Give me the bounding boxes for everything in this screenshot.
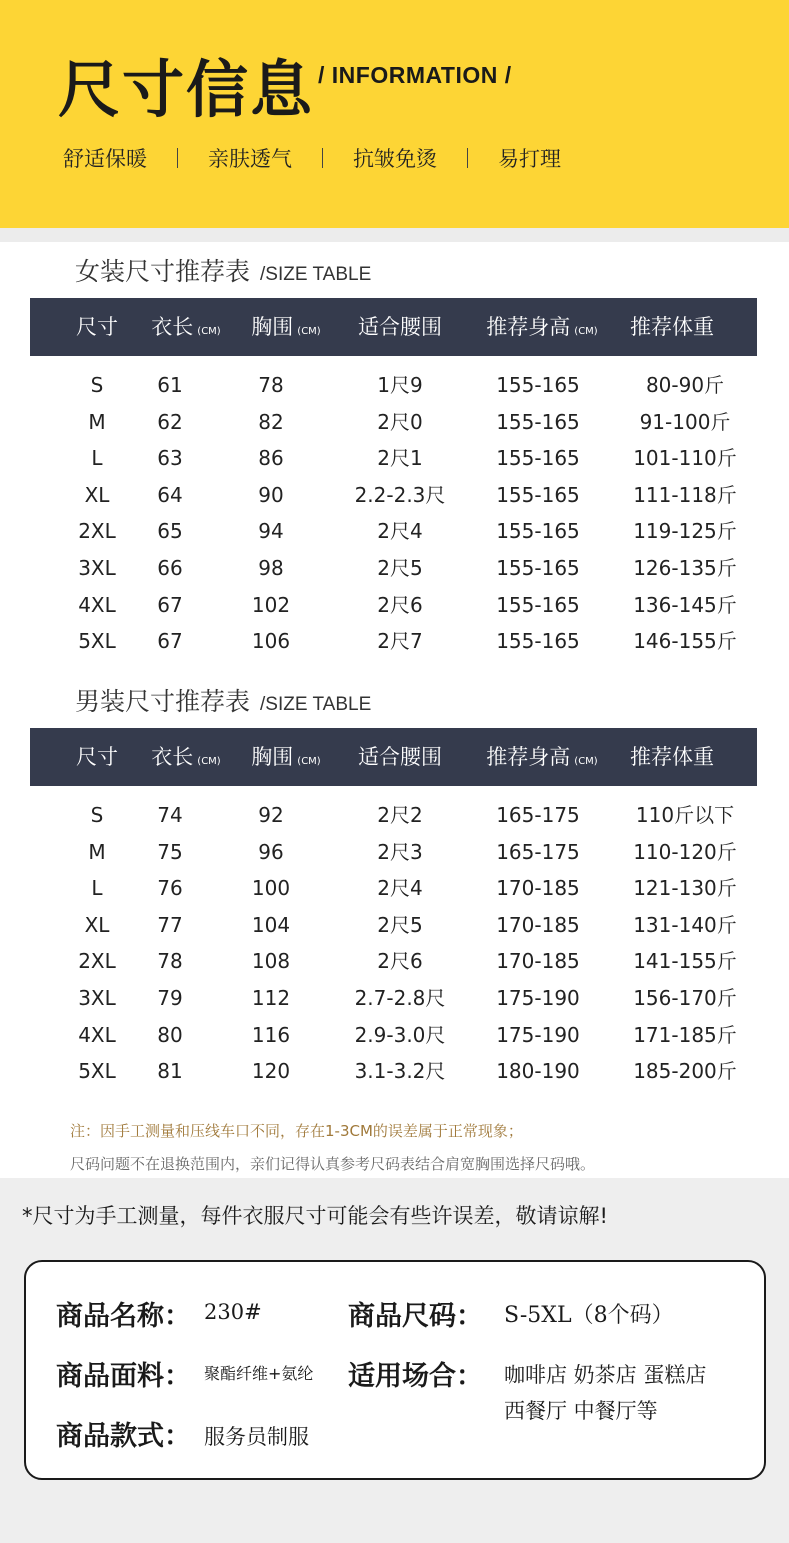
product-size-label: 商品尺码： [348,1301,483,1332]
col-length-label: 衣长 [151,315,194,339]
table-row [30,834,757,871]
table-cell: 155-165 [496,373,580,397]
product-name-value: 230# [204,1300,262,1324]
table-cell: 90 [258,482,284,507]
product-occasion-line1: 咖啡店 奶茶店 蛋糕店 [504,1363,707,1387]
table-cell: 175-190 [496,985,580,1010]
col-height-unit: (CM) [574,326,598,337]
table-row [30,907,757,944]
col-waist: 适合腰围 [358,315,442,339]
table-cell: 101-110斤 [633,446,737,471]
section-divider [0,228,789,242]
table-cell: 104 [251,912,291,937]
table-cell: XL [84,912,110,937]
table-cell: 80-90斤 [645,373,725,397]
men-title-en: /SIZE TABLE [260,694,372,715]
table-cell: 2XL [78,949,116,974]
col-chest-label: 胸围 [251,745,294,769]
col-weight: 推荐体重 [630,315,714,339]
table-cell: 2尺2 [377,803,423,827]
product-name-label: 商品名称： [56,1301,191,1332]
col-chest [251,728,320,786]
table-cell: 170-185 [496,876,580,901]
table-cell: 102 [251,592,291,617]
women-table-header [30,298,757,356]
table-cell: 171-185斤 [633,1022,737,1047]
table-cell: 155-165 [496,409,580,434]
table-row [30,1017,757,1054]
table-row [30,513,757,550]
feature-divider [467,148,468,168]
table-cell: 155-165 [496,555,580,580]
table-cell: 185-200斤 [633,1059,737,1084]
feature-divider [322,148,323,168]
table-cell: 120 [251,1059,291,1084]
table-cell: 78 [157,949,183,974]
note-measurement-error: 注：因手工测量和压线车口不同，存在1-3CM的误差属于正常现象； [70,1122,523,1140]
product-info-box [24,1260,766,1480]
table-cell: 2.9-3.0尺 [354,1022,446,1047]
table-cell: 106 [251,629,291,654]
table-cell: 79 [157,985,183,1010]
table-cell: 67 [157,629,183,654]
product-fabric-label: 商品面料： [56,1361,191,1392]
table-row [30,550,757,587]
men-size-table-title [75,682,371,718]
table-cell: 63 [157,446,183,471]
product-occasion-line2: 西餐厅 中餐厅等 [504,1399,658,1423]
table-cell: S [90,373,104,397]
table-cell: 62 [157,409,183,434]
col-height-label: 推荐身高 [486,745,571,769]
table-row [30,623,757,660]
header-banner [0,0,789,228]
col-chest-label: 胸围 [251,315,294,339]
table-cell: 5XL [78,1059,116,1084]
table-cell: 126-135斤 [633,555,737,580]
table-cell: 4XL [78,592,116,617]
table-row [30,980,757,1017]
table-cell: 155-165 [496,519,580,544]
table-cell: 2尺6 [377,949,423,974]
table-cell: 94 [258,519,284,544]
col-height [486,728,597,786]
table-cell: 155-165 [496,592,580,617]
product-size-value: S-5XL（8个码） [504,1303,674,1328]
table-cell: 82 [258,409,284,434]
women-table-body [30,367,757,660]
table-cell: 2尺5 [377,555,423,580]
feature-list [63,143,561,173]
table-cell: 2尺4 [377,519,423,544]
table-cell: XL [84,482,110,507]
women-title-text: 女装尺寸推荐表 [75,257,251,286]
feature-item: 易打理 [498,147,561,171]
col-height-label: 推荐身高 [486,315,571,339]
table-cell: 170-185 [496,912,580,937]
page-subtitle: / INFORMATION / [318,62,512,88]
feature-item: 亲肤透气 [208,147,292,171]
table-row [30,367,757,404]
table-cell: 66 [157,555,183,580]
table-cell: 165-175 [496,803,580,827]
feature-item: 舒适保暖 [63,147,147,171]
product-style-label: 商品款式： [56,1421,191,1452]
table-cell: 116 [251,1022,291,1047]
table-cell: 100 [251,876,291,901]
table-cell: 112 [251,985,291,1010]
table-cell: 180-190 [496,1059,580,1084]
table-cell: 108 [251,949,291,974]
men-table-header [30,728,757,786]
table-row [30,797,757,834]
col-weight: 推荐体重 [630,745,714,769]
table-cell: 91-100斤 [639,409,731,434]
table-cell: 3XL [78,985,116,1010]
table-cell: 146-155斤 [633,629,737,654]
table-cell: 2尺5 [377,912,423,937]
note-size-policy: 尺码问题不在退换范围内，亲们记得认真参考尺码表结合肩宽胸围选择尺码哦。 [70,1155,596,1173]
table-cell: 2尺7 [377,629,423,654]
col-chest-unit: (CM) [297,326,321,337]
table-cell: 155-165 [496,629,580,654]
col-height-unit: (CM) [574,756,598,767]
table-cell: 64 [157,482,183,507]
table-cell: 131-140斤 [633,912,737,937]
table-cell: 96 [258,839,284,864]
table-cell: 2尺6 [377,592,423,617]
table-cell: 156-170斤 [633,985,737,1010]
table-cell: 1尺9 [377,373,423,397]
product-fabric-value: 聚酯纤维+氨纶 [204,1364,314,1383]
table-cell: 81 [157,1059,183,1084]
table-cell: 5XL [78,629,116,654]
women-size-table-title [75,252,371,288]
col-length [151,728,220,786]
table-cell: 170-185 [496,949,580,974]
table-cell: 155-165 [496,446,580,471]
table-cell: 76 [157,876,183,901]
table-cell: 86 [258,446,284,471]
feature-divider [177,148,178,168]
page-title: 尺寸信息 [58,53,315,126]
table-cell: 2XL [78,519,116,544]
table-cell: 77 [157,912,183,937]
table-cell: 2.2-2.3尺 [354,482,446,507]
col-waist: 适合腰围 [358,745,442,769]
table-cell: 67 [157,592,183,617]
table-cell: 61 [157,373,183,397]
feature-item: 抗皱免烫 [353,147,437,171]
product-style-value: 服务员制服 [204,1425,309,1449]
table-cell: 110-120斤 [633,839,737,864]
table-row [30,477,757,514]
table-cell: 111-118斤 [633,482,737,507]
table-row [30,870,757,907]
table-cell: 2尺3 [377,839,423,864]
table-cell: 80 [157,1022,183,1047]
table-cell: M [88,409,106,434]
table-cell: 141-155斤 [633,949,737,974]
table-row [30,1053,757,1090]
table-cell: 175-190 [496,1022,580,1047]
col-length-label: 衣长 [151,745,194,769]
table-cell: 3.1-3.2尺 [354,1059,446,1084]
table-row [30,587,757,624]
col-height [486,298,597,356]
col-length-unit: (CM) [197,756,221,767]
col-chest-unit: (CM) [297,756,321,767]
table-cell: 2尺4 [377,876,423,901]
col-size: 尺寸 [76,745,118,769]
table-cell: 92 [258,803,284,827]
table-row [30,404,757,441]
table-cell: 74 [157,803,183,827]
disclaimer-text: *尺寸为手工测量，每件衣服尺寸可能会有些许误差，敬请谅解! [22,1204,608,1228]
col-length [151,298,220,356]
table-cell: 2尺0 [377,409,423,434]
men-table-body [30,797,757,1090]
table-cell: S [90,803,104,827]
table-cell: 98 [258,555,284,580]
table-cell: M [88,839,106,864]
table-cell: 65 [157,519,183,544]
table-cell: L [91,446,103,471]
table-cell: 4XL [78,1022,116,1047]
table-cell: 155-165 [496,482,580,507]
table-cell: 2.7-2.8尺 [354,985,446,1010]
col-chest [251,298,320,356]
table-row [30,943,757,980]
men-title-text: 男装尺寸推荐表 [75,687,251,716]
table-cell: 110斤以下 [635,803,735,827]
table-cell: 136-145斤 [633,592,737,617]
table-cell: 2尺1 [377,446,423,471]
table-cell: 165-175 [496,839,580,864]
table-cell: 3XL [78,555,116,580]
col-length-unit: (CM) [197,326,221,337]
table-cell: 119-125斤 [633,519,737,544]
table-row [30,440,757,477]
table-cell: 75 [157,839,183,864]
women-title-en: /SIZE TABLE [260,264,372,285]
col-size: 尺寸 [76,315,118,339]
table-cell: L [91,876,103,901]
table-cell: 78 [258,373,284,397]
table-cell: 121-130斤 [633,876,737,901]
product-occasion-label: 适用场合： [348,1361,483,1392]
